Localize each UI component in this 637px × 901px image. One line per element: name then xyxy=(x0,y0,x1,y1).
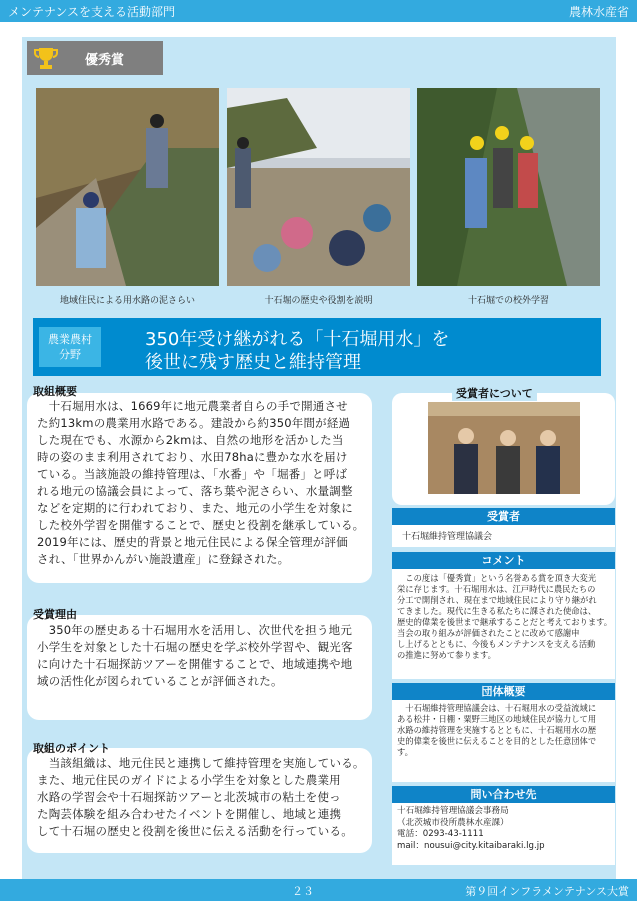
group-text: 十石堀維持管理協議会は、十石堀用水の受益流域に ある松井・日棚・粟野三地区の地域住民が協力して用 水路の維持管理を実施するとともに、十石堀用水の歴 史的偉業を後世に伝えることを目的とした任意団体で す。 xyxy=(397,703,597,757)
trophy-icon xyxy=(33,45,59,71)
contact-email[interactable]: mail：nousui@city.kitaibaraki.lg.jp xyxy=(397,840,545,851)
comment-heading: コメント xyxy=(392,552,615,569)
photo-canal-cleaning xyxy=(36,88,219,286)
page-title-line-1: 350年受け継がれる「十石堀用水」を xyxy=(145,329,450,350)
page-title-line-2: 後世に残す歴史と維持管理 xyxy=(145,352,361,373)
recipient-name: 十石堀維持管理協議会 xyxy=(402,532,493,542)
section-title: メンテナンスを支える活動部門 xyxy=(8,5,176,19)
category-line-1: 農業農村 xyxy=(48,333,92,346)
overview-text: 十石堀用水は、1669年に地元農業者自らの手で開通させ た約13kmの農業用水路である。建設から約350年間が経過 した現在でも、水源から2kmは、自然の地形を活かした当 時の姿のまま利用されており、水田78haに豊かな水を届け ている。当該施設の維持管理は、「水番」や「堀番」と呼ば れる地元の協議会員によって、落ち葉や泥さらい、水量調整 などを定期的に行われており、また、地元の小学生を対象に した校外学習を開催することで、歴史と役割を継承している。 2019年には、歴史的背景と地元住民による保全管理が評価 され、「世界かんがい施設遺産」に登録された。 xyxy=(37,399,365,566)
recipient-photo xyxy=(428,402,580,494)
photo-caption-2: 十石堀の歴史や役割を説明 xyxy=(264,296,373,306)
award-badge xyxy=(27,41,163,75)
award-edition: 第９回インフラメンテナンス大賞 xyxy=(465,885,629,898)
recipient-about-heading: 受賞者について xyxy=(452,385,537,401)
photo-caption-3: 十石堀での校外学習 xyxy=(467,296,549,306)
comment-text: この度は「優秀賞」という名誉ある賞を頂き大変光 栄に存じます。十石堀用水は、江戸時代に農民たちの 分工で開削され、現在まで地域住民により守り継がれ てきました。現代に生きる私たちに課された使命は、 歴史的偉業を後世まで継承することだと考えております。 当会の取り組みが評価されたことに改めて感謝申 し上げるとともに、今後もメンテナンスを支える活動 の推進に努めて参ります。 xyxy=(397,573,613,660)
ministry-name: 農林水産省 xyxy=(568,5,629,19)
contact-text: 十石堀維持管理協議会事務局 （北茨城市役所農林水産課） 電話：0293-43-1111 mail：nousui@city.kitaibaraki.lg.jp xyxy=(397,806,613,852)
contact-heading: 問い合わせ先 xyxy=(392,786,615,803)
title-banner xyxy=(33,318,601,376)
group-heading: 団体概要 xyxy=(392,683,615,700)
photo-history-explanation xyxy=(227,88,410,286)
reason-text: 350年の歴史ある十石堀用水を活用し、次世代を担う地元 小学生を対象とした十石堀の歴史を学ぶ校外学習や、観光客 に向けた十石堀探訪ツアーを開催することで、地域連携や地 域の活性化が図られていることが評価された。 xyxy=(37,623,353,688)
category-line-2: 分野 xyxy=(59,348,81,361)
photo-field-study xyxy=(417,88,600,286)
recipient-heading: 受賞者 xyxy=(392,508,615,525)
points-heading: 取組のポイント xyxy=(33,742,110,755)
photo-caption-1: 地域住民による用水路の泥さらい xyxy=(59,296,195,306)
reason-heading: 受賞理由 xyxy=(33,608,77,621)
top-bar xyxy=(0,0,637,22)
award-label: 優秀賞 xyxy=(85,53,125,68)
category-badge xyxy=(39,327,101,367)
overview-heading: 取組概要 xyxy=(33,385,77,398)
points-text: 当該組織は、地元住民と連携して維持管理を実施している。 また、地元住民のガイドによる小学生を対象とした農業用 水路の学習会や十石堀探訪ツアーと北茨城市の粘土を使っ た陶芸体験を組み合わせたイベントを開催し、地域と連携 して十石堀の歴史と役割を後世に伝える活動を行っている。 xyxy=(37,756,365,838)
bottom-bar xyxy=(0,879,637,901)
page-number: ２３ xyxy=(292,885,314,898)
